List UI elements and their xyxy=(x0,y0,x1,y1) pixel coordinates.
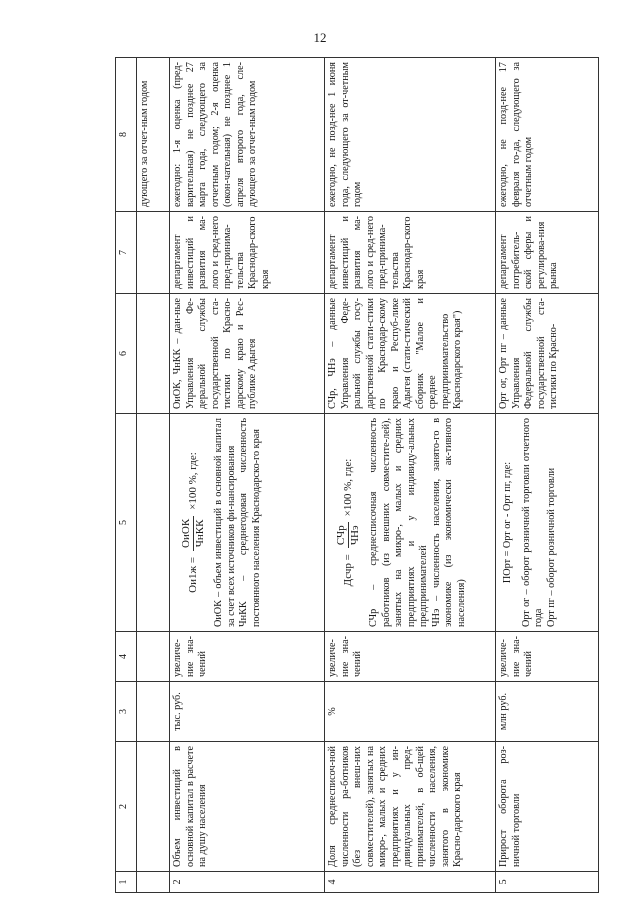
indicators-table xyxy=(115,57,599,893)
method-line: ОиОК – объем инвестиций в основной капитал за счет всех источников фи-нансирования xyxy=(213,418,237,627)
formula-numerator: ОиОК xyxy=(180,516,194,551)
deadline: ежегодно: 1-я оценка (пред-варительная) не позднее 27 марта года, следующего за отчетным годом; 2-я оценка (окон-чательная) не позднее 1 апреля второго года, сле-дующего за отчет-ным годом xyxy=(170,58,325,212)
indicator-name: Доля среднесписоч-ной численности ра-ботников (без внеш-них совместителей), занятых на микро-, малых и средних предприятиях и у ин-дивидуальных пред-принимателей, в об-щей численности населения, занятого в экономике Красно-дарского края xyxy=(325,742,496,872)
table-row xyxy=(137,58,170,893)
table-row xyxy=(496,58,599,893)
page-number: 12 xyxy=(313,30,327,45)
calculation-method xyxy=(496,414,599,632)
deadline: ежегодно, не позд-нее 1 июня года, следующего за от-четным годом xyxy=(325,58,496,212)
method-line: Орт пг – оборот розничной торговли xyxy=(545,467,557,627)
column-header: 8 xyxy=(116,58,137,212)
calculation-method xyxy=(170,414,325,632)
trend: увеличе-ние зна-чений xyxy=(496,632,599,682)
formula-left: Дсчр = xyxy=(342,554,355,587)
header-row xyxy=(116,58,137,893)
responsible-body: департамент потребитель-ской сферы и регулирова-ния рынка xyxy=(496,212,599,294)
method-line: ПОрт = Орт ог - Орт пг, где: xyxy=(502,461,513,584)
responsible-body: департамент инвестиций и развития ма-лого и сред-него пред-принима-тельства Краснодар-ского края xyxy=(170,212,325,294)
table-row xyxy=(325,58,496,893)
formula-fraction xyxy=(335,522,362,548)
data-source: Орт ог, Орт пг – данные Управления Федеральной службы государственной ста-тистики по Красно- xyxy=(496,294,599,414)
column-header: 1 xyxy=(116,872,137,893)
column-header: 4 xyxy=(116,632,137,682)
row-number xyxy=(137,872,170,893)
formula-left: Ои1ж = xyxy=(187,556,200,593)
formula-denominator: ЧНэ xyxy=(349,525,361,546)
unit: тыс. руб. xyxy=(170,682,325,742)
unit xyxy=(137,682,170,742)
table-row xyxy=(170,58,325,893)
trend: увеличе-ние зна-чений xyxy=(170,632,325,682)
data-source: ОиОК, ЧнКК – дан-ные Управления Фе-деральной службы государственной ста-тистики по Красно-дарскому краю и Рес-публике Адыгея xyxy=(170,294,325,414)
row-number: 5 xyxy=(496,872,599,893)
trend: увеличе-ние зна-чений xyxy=(325,632,496,682)
responsible-body: департамент инвестиций и развития ма-лого и сред-него пред-принима-тельства Краснодар-ского края xyxy=(325,212,496,294)
data-source xyxy=(137,294,170,414)
data-source: СЧр, ЧНэ – данные Управления Феде-ральной службы госу-дарственной стати-стики по Краснодар-скому краю и Респуб-лике Адыгея (стати-стический сборник "Малое и среднее предпринимательство Краснодарского края") xyxy=(325,294,496,414)
row-number: 2 xyxy=(170,872,325,893)
indicator-name: Прирост оборота роз-ничной торговли xyxy=(496,742,599,872)
formula-right: ×100 %, где: xyxy=(187,452,200,510)
method-line: СЧр – среднесписочная численность работников (из внешних совместите-лей), занятых на микро-, малых и средних предприятиях и у индивиду-альных предпринимателей xyxy=(368,418,429,627)
column-header: 2 xyxy=(116,742,137,872)
formula xyxy=(335,418,362,627)
calculation-method xyxy=(325,414,496,632)
method-line: Орт ог – оборот розничной торговли отчетного года xyxy=(520,418,544,627)
indicator-name: Объем инвестиций в основной капитал в расчете на душу населения xyxy=(170,742,325,872)
calculation-method xyxy=(137,414,170,632)
column-header: 5 xyxy=(116,414,137,632)
formula xyxy=(180,418,207,627)
formula-denominator: ЧнКК xyxy=(194,519,206,548)
trend xyxy=(137,632,170,682)
unit: % xyxy=(325,682,496,742)
indicator-name xyxy=(137,742,170,872)
responsible-body xyxy=(137,212,170,294)
column-header: 7 xyxy=(116,212,137,294)
formula-fraction xyxy=(180,516,207,551)
unit: млн руб. xyxy=(496,682,599,742)
formula-numerator: СЧр xyxy=(335,522,349,548)
row-number: 4 xyxy=(325,872,496,893)
deadline: дующего за отчет-ным годом xyxy=(137,58,170,212)
method-line: ЧНэ – численность населения, занято-го в экономике (из экономически ак-тивного населения) xyxy=(430,418,467,627)
column-header: 6 xyxy=(116,294,137,414)
column-header: 3 xyxy=(116,682,137,742)
deadline: ежегодно, не позд-нее 17 февраля го-да, следующего за отчетным годом xyxy=(496,58,599,212)
formula-right: ×100 %, где: xyxy=(342,458,355,517)
rotated-table-area xyxy=(115,58,615,893)
method-line: ЧнКК – среднегодовая численность постоянного населения Краснодарско-го края xyxy=(238,418,262,627)
